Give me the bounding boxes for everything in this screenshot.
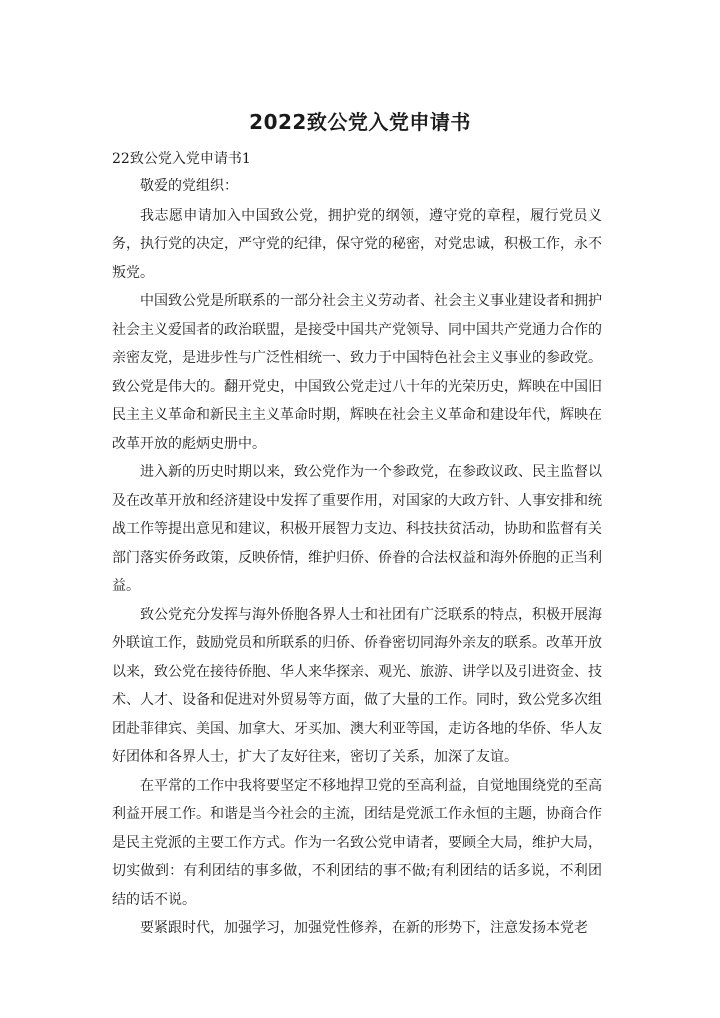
body-paragraph: 要紧跟时代，加强学习，加强党性修养，在新的形势下，注意发扬本党老: [140, 920, 588, 936]
body-paragraph: 中国致公党是所联系的一部分社会主义劳动者、社会主义事业建设者和拥护社会主义爱国者的政治联盟，是接受中国共产党领导、同中国共产党通力合作的亲密友党，是进步性与广泛性相统一、致力于中国特色社会主义事业的参政党。致公党是伟大的。翻开党史，中国致公党走过八十年的光荣历史，辉映在中国旧民主主义革命和新民主主义革命时期，辉映在社会主义革命和建设年代，辉映在改革开放的彪炳史册中。: [112, 293, 602, 452]
document-title: 2022致公党入党申请书: [249, 110, 471, 134]
document-body: [112, 172, 602, 943]
body-paragraph: 进入新的历史时期以来，致公党作为一个参政党，在参政议政、民主监督以及在改革开放和经济建设中发挥了重要作用，对国家的大政方针、人事安排和统战工作等提出意见和建议，积极开展智力支边、科技扶贫活动，协助和监督有关部门落实侨务政策，反映侨情，维护归侨、侨眷的合法权益和海外侨胞的正当利益。: [112, 464, 602, 594]
body-paragraph: 在平常的工作中我将要坚定不移地捍卫党的至高利益，自觉地围绕党的至高利益开展工作。和谐是当今社会的主流，团结是党派工作永恒的主题，协商合作是民主党派的主要工作方式。作为一名致公党申请者，要顾全大局，维护大局，切实做到：有利团结的事多做，不利团结的事不做;有利团结的话多说，不利团结的话不说。: [112, 777, 602, 908]
document-subheading: 22致公党入党申请书1: [112, 151, 251, 167]
body-paragraph: 我志愿申请加入中国致公党，拥护党的纲领，遵守党的章程，履行党员义务，执行党的决定，严守党的纪律，保守党的秘密，对党忠诚，积极工作，永不叛党。: [112, 207, 602, 281]
greeting-line: 敬爱的党组织：: [140, 178, 238, 194]
body-paragraph: 致公党充分发挥与海外侨胞各界人士和社团有广泛联系的特点，积极开展海外联谊工作，鼓励党员和所联系的归侨、侨眷密切同海外亲友的联系。改革开放以来，致公党在接待侨胞、华人来华探亲、观光、旅游、讲学以及引进资金、技术、人才、设备和促进对外贸易等方面，做了大量的工作。同时，致公党多次组团赴菲律宾、美国、加拿大、牙买加、澳大利亚等国，走访各地的华侨、华人友好团体和各界人士，扩大了友好往来，密切了关系，加深了友谊。: [112, 606, 602, 765]
